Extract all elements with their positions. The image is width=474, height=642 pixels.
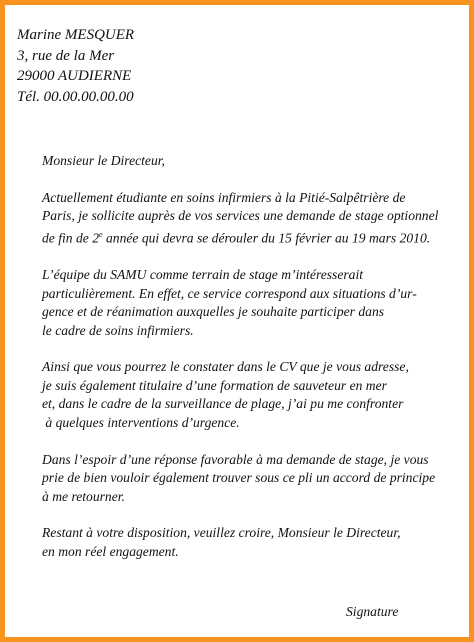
- line-segment: de fin de 2: [42, 230, 100, 246]
- paragraph-3: [42, 358, 452, 432]
- paragraph-line: Paris, je sollicite auprès de vos services une demande de stage optionnel: [42, 208, 439, 224]
- paragraph-line: prie de bien vouloir également trouver sous ce pli un accord de principe: [42, 470, 436, 486]
- paragraph-line: [42, 226, 452, 248]
- paragraph-line: en mon réel engagement.: [42, 544, 179, 560]
- paragraph-1: [42, 189, 452, 248]
- paragraph-line: Restant à votre disposition, veuillez croire, Monsieur le Directeur,: [42, 525, 401, 541]
- sender-city: 29000 AUDIERNE: [17, 68, 132, 84]
- line-segment: année qui devra se dérouler du 15 février au 19 mars 2010.: [102, 230, 431, 246]
- paragraph-line: Dans l’espoir d’une réponse favorable à ma demande de stage, je vous: [42, 451, 429, 467]
- signature-label: Signature: [346, 604, 399, 619]
- paragraph-line: particulièrement. En effet, ce service correspond aux situations d’ur-: [42, 285, 417, 301]
- ordinal-superscript: e: [99, 229, 103, 239]
- sender-street: 3, rue de la Mer: [17, 47, 115, 64]
- paragraph-line: à me retourner.: [42, 488, 125, 504]
- paragraph-line: Actuellement étudiante en soins infirmiers à la Pitié-Salpêtrière de: [42, 189, 406, 205]
- paragraph-line: Ainsi que vous pourrez le constater dans le CV que je vous adresse,: [42, 359, 409, 375]
- sender-address-block: [17, 25, 134, 107]
- letter-greeting: Monsieur le Directeur,: [42, 153, 165, 168]
- paragraph-5: [42, 524, 452, 561]
- paragraph-4: [42, 451, 452, 507]
- paragraph-line: et, dans le cadre de la surveillance de plage, j’ai pu me confronter: [42, 396, 404, 412]
- paragraph-2: [42, 266, 452, 340]
- paragraph-line: L’équipe du SAMU comme terrain de stage m’intéresserait: [42, 266, 364, 282]
- letter-body: [42, 152, 452, 562]
- paragraph-line: à quelques interventions d’urgence.: [42, 415, 240, 431]
- paragraph-line: le cadre de soins infirmiers.: [42, 322, 194, 338]
- sender-name: Marine MESQUER: [17, 27, 135, 43]
- paragraph-line: gence et de réanimation auxquelles je souhaite participer dans: [42, 304, 385, 320]
- sender-phone: Tél. 00.00.00.00.00: [17, 88, 134, 105]
- paragraph-line: je suis également titulaire d’une formation de sauveteur en mer: [42, 377, 387, 393]
